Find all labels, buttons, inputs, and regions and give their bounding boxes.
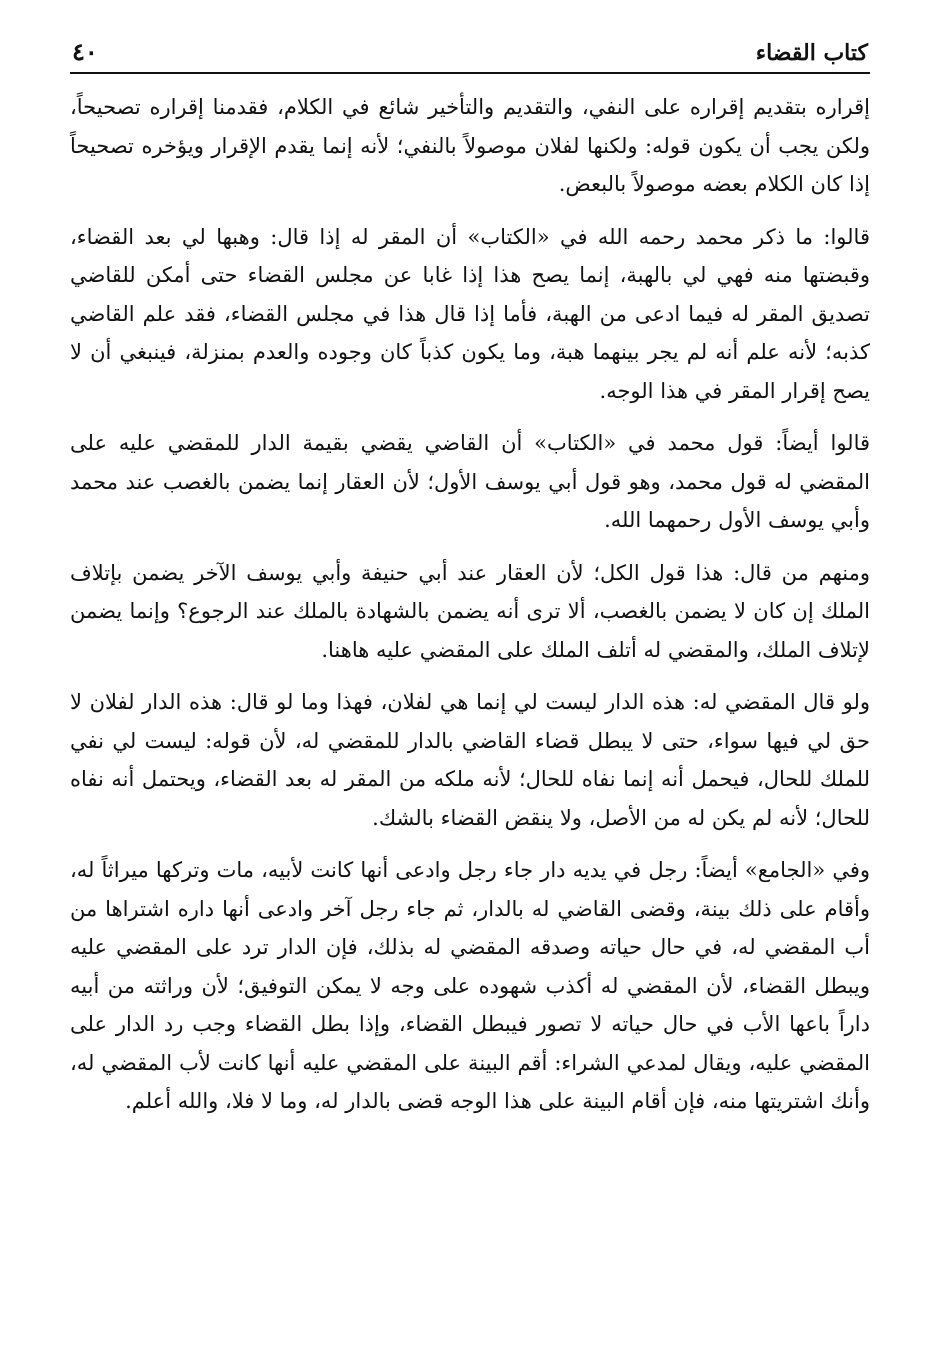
document-page [70,30,870,1135]
paragraph: إقراره بتقديم إقراره على النفي، والتقديم والتأخير شائع في الكلام، فقدمنا إقراره تصحيحاً، ولكن يجب أن يكون قوله: ولكنها لفلان موصولاً بالنفي؛ لأنه إنما يقدم الإقرار ويؤخره تصحيحاً إذا كان الكلام بعضه موصولاً بالبعض. [70,95,870,196]
page-header [70,30,870,74]
chapter-title: كتاب القضاء [755,40,868,66]
page-body [70,88,870,1121]
paragraph: قالوا أيضاً: قول محمد في «الكتاب» أن القاضي يقضي بقيمة الدار للمقضي عليه على المقضي له قول محمد، وهو قول أبي يوسف الأول؛ لأن العقار إنما يضمن بالغصب عند محمد وأبي يوسف الأول رحمهما الله. [70,431,871,532]
page-number: ٤٠ [72,37,98,66]
paragraph: قالوا: ما ذكر محمد رحمه الله في «الكتاب» أن المقر له إذا قال: وهبها لي بعد القضاء، وقبضتها منه فهي لي بالهبة، إنما يصح هذا إذا غابا عن مجلس القضاء حتى أمكن للقاضي تصديق المقر له فيما ادعى من الهبة، فأما إذا قال هذا في مجلس القضاء، فقد علم القاضي كذبه؛ لأنه علم أنه لم يجر بينهما هبة، وما يكون كذباً كان وجوده والعدم بمنزلة، فينبغي أن لا يصح إقرار المقر في هذا الوجه. [70,224,870,403]
paragraph: ولو قال المقضي له: هذه الدار ليست لي إنما هي لفلان، فهذا وما لو قال: هذه الدار لفلان لا حق لي فيها سواء، حتى لا يبطل قضاء القاضي بالدار للمقضي له، لأن قوله: ليست لي نفي للملك للحال، فيحمل أنه إنما نفاه للحال؛ لأنه ملكه من المقر له بعد القضاء، ويحتمل أنه نفاه للحال؛ لأنه لم يكن له من الأصل، ولا ينقض القضاء بالشك. [70,690,870,830]
paragraph: ومنهم من قال: هذا قول الكل؛ لأن العقار عند أبي حنيفة وأبي يوسف الآخر يضمن بإتلاف الملك إن كان لا يضمن بالغصب، ألا ترى أنه يضمن بالشهادة بالملك عند الرجوع؟ وإنما يضمن لإتلاف الملك، والمقضي له أتلف الملك على المقضي عليه هاهنا. [70,560,870,662]
paragraph: وفي «الجامع» أيضاً: رجل في يديه دار جاء رجل وادعى أنها كانت لأبيه، مات وتركها ميراثاً له، وأقام على ذلك بينة، وقضى القاضي له بالدار، ثم جاء رجل آخر وادعى أنها داره اشتراها من أب المقضي له، في حال حياته وصدقه المقضي له بذلك، فإن الدار ترد على المقضي عليه ويبطل القضاء، لأن المقضي له أكذب شهوده على وجه لا يمكن التوفيق؛ لأن وراثته من أبيه داراً باعها الأب في حال حياته لا تصور فيبطل القضاء، وإذا بطل القضاء وجب رد الدار على المقضي عليه، ويقال لمدعي الشراء: أقم البينة على المقضي عليه أنها كانت لأب المقضي له، وأنك اشتريتها منه، فإن أقام البينة على هذا الوجه قضى بالدار له، وما لا فلا، والله أعلم. [70,858,870,1113]
